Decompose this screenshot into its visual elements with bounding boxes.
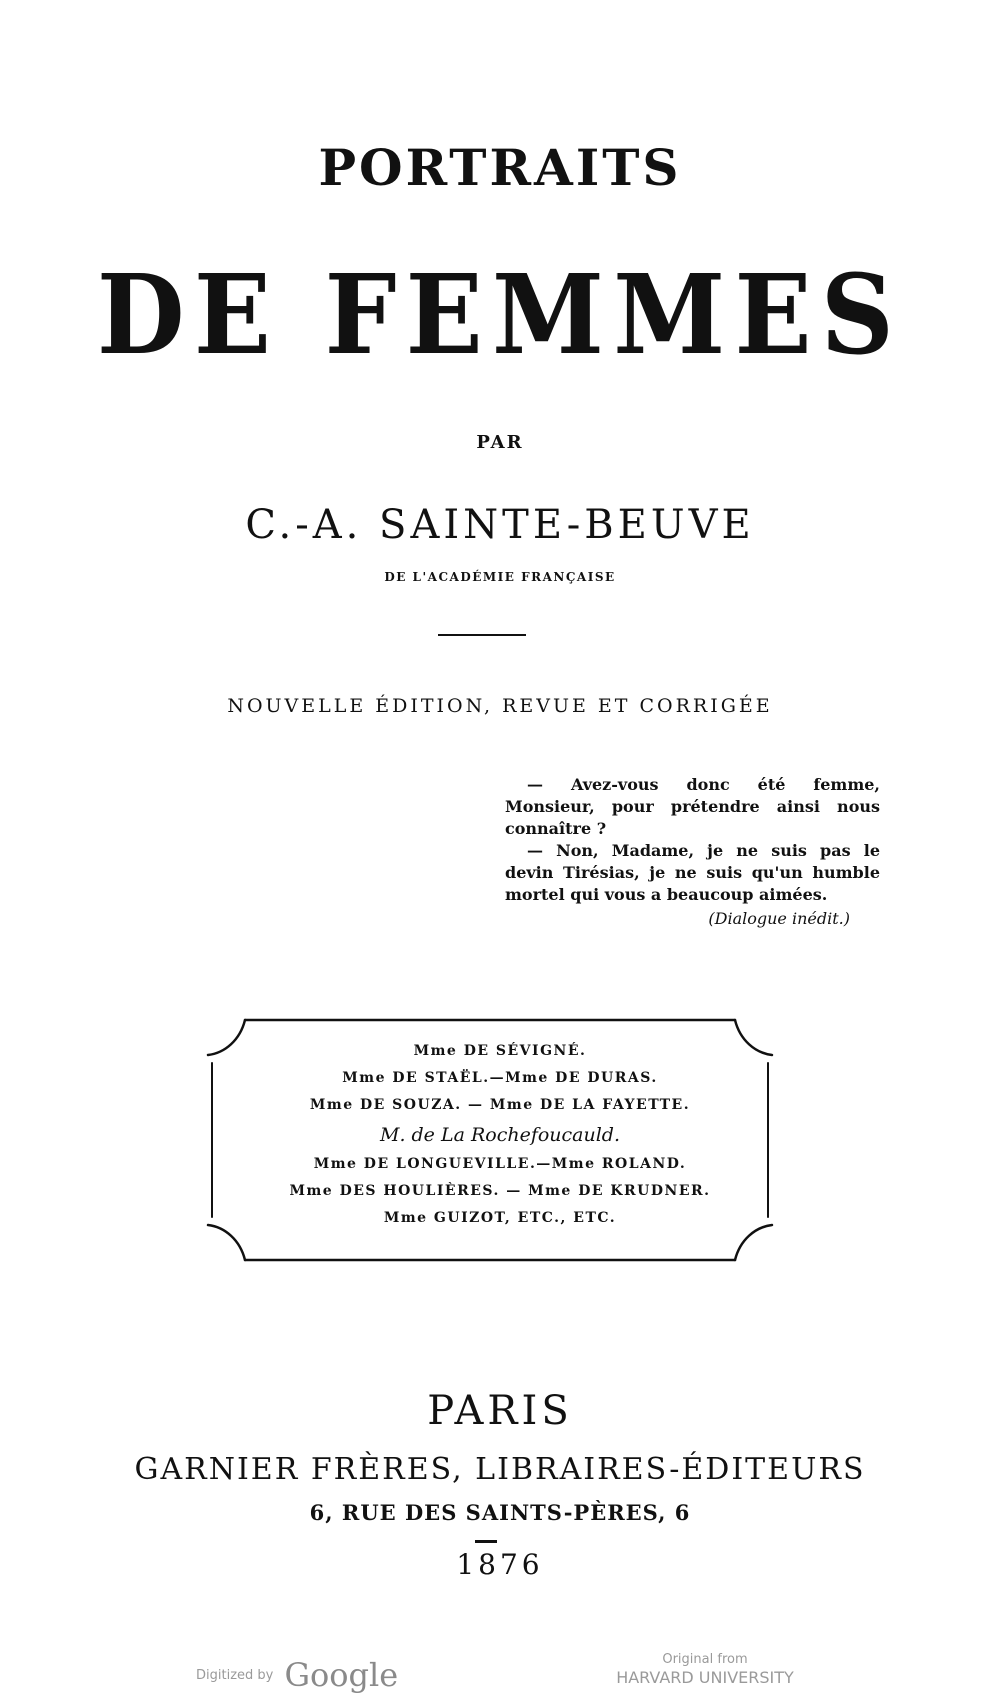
title-line-2: DE FEMMES: [96, 250, 904, 379]
epigraph: [505, 774, 880, 930]
epigraph-line-1: — Avez-vous donc été femme, Monsieur, pour prétendre ainsi nous connaître ?: [505, 775, 880, 838]
contents-list: [230, 1038, 770, 1232]
imprint-address: 6, RUE DES SAINTS-PÈRES, 6: [309, 1500, 691, 1525]
contents-item: Mme DE SÉVIGNÉ.: [413, 1043, 587, 1059]
digitized-by-watermark: [196, 1656, 398, 1694]
institution-name: HARVARD UNIVERSITY: [616, 1668, 794, 1687]
contents-item: Mme DES HOULIÈRES. — Mme DE KRUDNER.: [289, 1183, 711, 1199]
author-affiliation: DE L'ACADÉMIE FRANÇAISE: [384, 570, 616, 584]
contents-item: Mme DE LONGUEVILLE.—Mme ROLAND.: [313, 1156, 687, 1172]
contents-item: Mme DE STAËL.—Mme DE DURAS.: [342, 1070, 658, 1086]
author-name: C.-A. SAINTE-BEUVE: [245, 502, 755, 548]
contents-item: M. de La Rochefoucauld.: [379, 1124, 621, 1146]
imprint-year: 1876: [456, 1548, 544, 1581]
edition-statement: NOUVELLE ÉDITION, REVUE ET CORRIGÉE: [227, 695, 773, 717]
original-label: Original from: [662, 1652, 748, 1667]
title-line-1: PORTRAITS: [318, 138, 682, 197]
imprint-publisher: GARNIER FRÈRES, LIBRAIRES-ÉDITEURS: [134, 1452, 866, 1487]
contents-item: Mme GUIZOT, ETC., ETC.: [383, 1210, 617, 1226]
contents-item: Mme DE SOUZA. — Mme DE LA FAYETTE.: [309, 1097, 691, 1113]
byline-par: PAR: [476, 432, 524, 453]
imprint-city: PARIS: [427, 1388, 573, 1434]
imprint-dash: [475, 1540, 497, 1543]
epigraph-line-2: — Non, Madame, je ne suis pas le devin Tirésias, je ne suis qu'un humble mortel qui vous a beaucoup aimées.: [505, 841, 880, 904]
divider-rule: [438, 634, 526, 636]
google-logo: Google: [284, 1656, 399, 1694]
digitized-label: Digitized by: [196, 1667, 274, 1683]
original-from-watermark: [600, 1652, 810, 1688]
epigraph-source: (Dialogue inédit.): [708, 909, 850, 928]
